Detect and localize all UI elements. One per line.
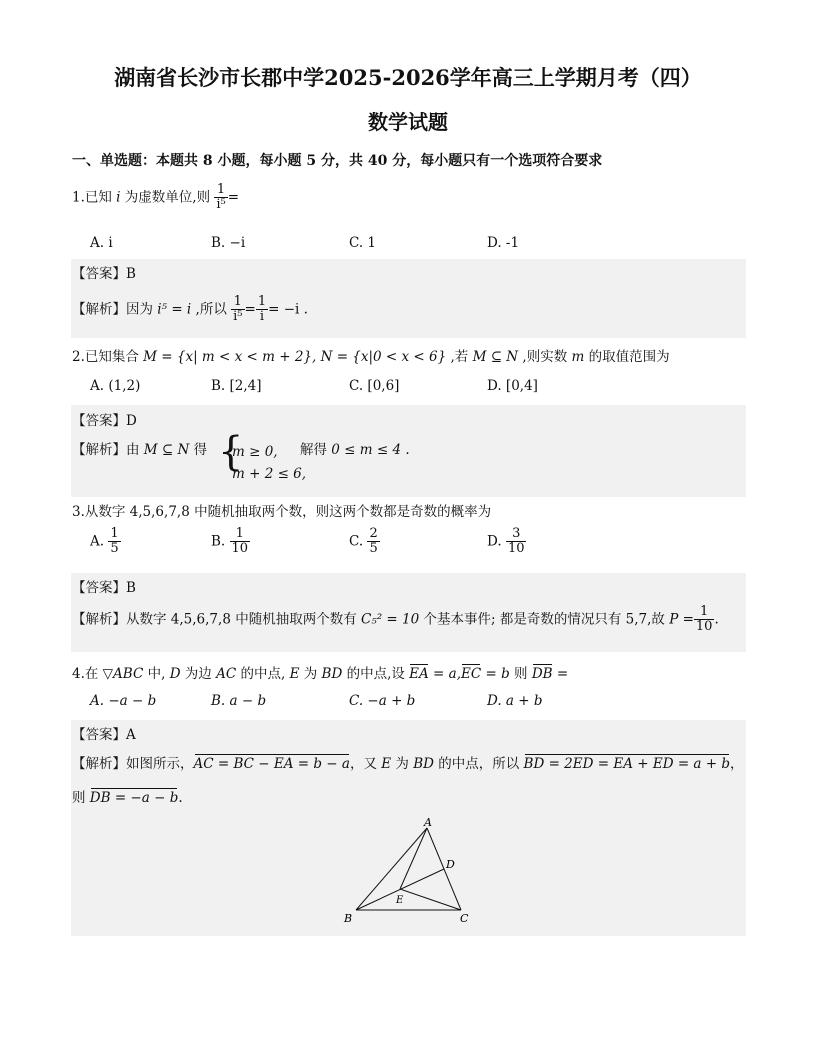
q4-option-a: A. −a − b	[90, 693, 157, 709]
q1-answer: 【答案】B	[72, 266, 136, 282]
q1-option-c: C. 1	[349, 235, 377, 251]
q2-system-line1: m ≥ 0,	[232, 444, 278, 460]
q3-option-a: A. $\frac{1}{5}$	[90, 526, 119, 557]
q2-answer: 【答案】D	[72, 413, 137, 429]
q1-fraction: $\frac{1}{\text{i⁵}}$	[216, 182, 226, 213]
vertex-a-label: A	[424, 816, 432, 829]
q4-option-c: C. −a + b	[349, 693, 416, 709]
q2-option-a: A. (1,2)	[90, 378, 141, 394]
question-3: 3.从数字 4,5,6,7,8 中随机抽取两个数，则这两个数都是奇数的概率为	[72, 504, 492, 520]
vertex-d-label: D	[446, 858, 455, 871]
vertex-b-label: B	[344, 912, 353, 925]
q3-answer: 【答案】B	[72, 580, 136, 596]
q4-analysis: 【解析】如图所示，AC = BC − EA = b − a，又 E 为 BD 的中点，所以 BD = 2ED = EA + ED = a + b，	[72, 756, 744, 772]
question-4: 4.在 ▽ABC 中, D 为边 AC 的中点, E 为 BD 的中点,设 EA = a,EC = b 则 DB =	[72, 666, 569, 682]
q3-option-b: B. $\frac{1}{10}$	[211, 526, 249, 557]
q1-option-b: B. −i	[211, 235, 246, 251]
vertex-c-label: C	[460, 912, 469, 925]
q2-option-d: D. [0,4]	[487, 378, 538, 394]
question-2: 2.已知集合 M = {x| m < x < m + 2}, N = {x|0 < x < 6} ,若 M ⊆ N ,则实数 m 的取值范围为	[72, 349, 670, 365]
vertex-e-label: E	[396, 895, 404, 906]
q3-option-c: C. $\frac{2}{5}$	[349, 526, 378, 557]
q2-option-b: B. [2,4]	[211, 378, 262, 394]
section-heading: 一、单选题：本题共 8 小题，每小题 5 分，共 40 分，每小题只有一个选项符合要求	[72, 153, 603, 169]
q4-analysis-line2: 则 DB = −a − b.	[72, 790, 183, 806]
q3-analysis: 【解析】从数字 4,5,6,7,8 中随机抽取两个数有 C₅² = 10 个基本事件; 都是奇数的情况只有 5,7,故 P = $\frac{1}{10}$ .	[72, 604, 719, 635]
segment-ec	[400, 889, 461, 910]
q2-analysis-result: 解得 0 ≤ m ≤ 4 .	[300, 442, 410, 458]
edge-ba	[356, 828, 427, 910]
q1-analysis: 【解析】因为 i⁵ = i ,所以 $\frac{1}{\text{i⁵}}$ = $\frac{1}{i}$ = −i .	[72, 294, 308, 325]
q2-analysis: 【解析】由 M ⊆ N 得	[72, 442, 208, 458]
question-1: 1.已知 i 为虚数单位,则 $\frac{1}{\text{i⁵}}$ =	[72, 182, 240, 213]
q4-answer: 【答案】A	[72, 727, 136, 743]
segment-ae	[400, 828, 427, 889]
q4-option-d: D. a + b	[487, 693, 543, 709]
q2-option-c: C. [0,6]	[349, 378, 400, 394]
q1-option-a: A. i	[90, 235, 113, 251]
page-title: 湖南省长沙市长郡中学2025-2026学年高三上学期月考（四）	[114, 65, 702, 90]
q4-option-b: B. a − b	[211, 693, 267, 709]
q1-option-d: D. -1	[487, 235, 520, 251]
q2-system-line2: m + 2 ≤ 6,	[232, 466, 307, 482]
triangle-figure	[330, 812, 490, 932]
q2-system-brace: {	[218, 429, 244, 475]
page-subtitle: 数学试题	[368, 110, 448, 134]
q3-option-d: D. $\frac{3}{10}$	[487, 526, 525, 557]
